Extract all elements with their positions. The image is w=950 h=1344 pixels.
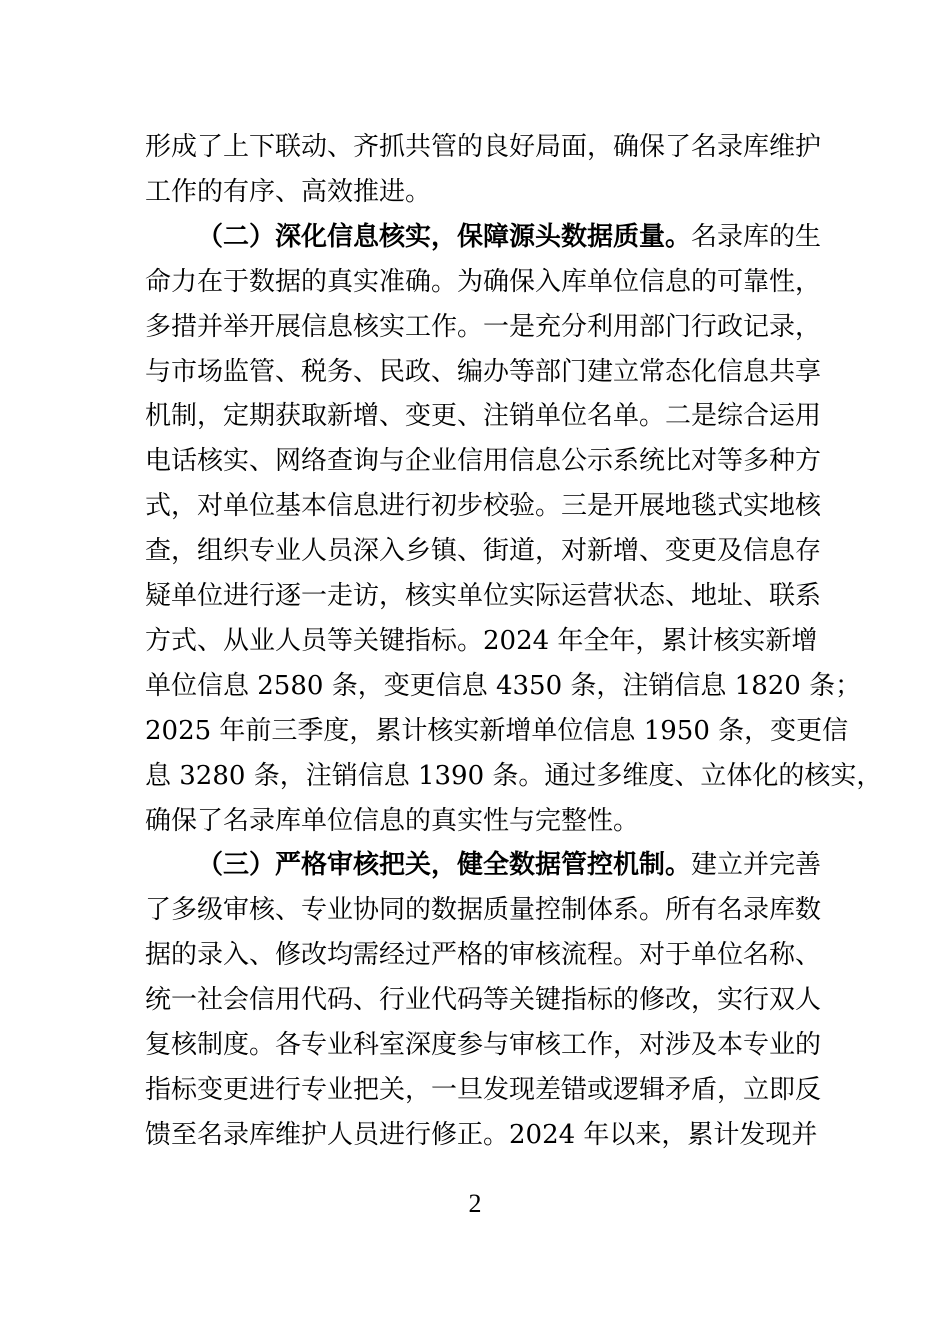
paragraph-text: 指标变更进行专业把关，一旦发现差错或逻辑矛盾，立即反 [145,1074,822,1105]
section-heading-line [197,215,822,260]
paragraph-text: 命力在于数据的真实准确。为确保入库单位信息的可靠性， [145,266,822,297]
section-heading: （三）严格审核把关，健全数据管控机制。 [197,850,692,881]
paragraph-text: 与市场监管、税务、民政、编办等部门建立常态化信息共享 [145,356,822,387]
paragraph-text: 工作的有序、高效推进。 [145,176,432,207]
paragraph-text: 查，组织专业人员深入乡镇、街道，对新增、变更及信息存 [145,536,822,567]
paragraph-text: 单位信息 2580 条，变更信息 4350 条，注销信息 1820 条； [145,670,862,701]
text-line [145,709,849,754]
paragraph-text: 馈至名录库维护人员进行修正。2024 年以来，累计发现并 [145,1119,818,1150]
text-line [145,1068,822,1113]
paragraph-text: 形成了上下联动、齐抓共管的良好局面，确保了名录库维护 [145,132,822,162]
paragraph-text: 式，对单位基本信息进行初步校验。三是开展地毯式实地核 [145,491,822,522]
text-line [145,439,822,484]
paragraph-text: 电话核实、网络查询与企业信用信息公示系统比对等多种方 [145,446,822,477]
text-line [145,529,822,574]
text-line [145,754,883,799]
text-line [145,350,822,395]
text-line [145,799,810,844]
text-line [145,170,810,215]
paragraph-text: 息 3280 条，注销信息 1390 条。通过多维度、立体化的核实， [145,760,883,791]
text-line [145,1023,822,1068]
page-number: 2 [468,1189,482,1218]
text-line [145,574,822,619]
paragraph-text: 确保了名录库单位信息的真实性与完整性。 [145,805,640,836]
paragraph-text: 统一社会信用代码、行业代码等关键指标的修改，实行双人 [145,985,822,1016]
text-line [145,394,822,439]
section-heading: （二）深化信息核实，保障源头数据质量。 [197,221,692,252]
paragraph-text: 复核制度。各专业科室深度参与审核工作，对涉及本专业的 [145,1030,822,1060]
paragraph-text: 据的录入、修改均需经过严格的审核流程。对于单位名称、 [145,940,822,971]
paragraph-text: 方式、从业人员等关键指标。2024 年全年，累计核实新增 [145,625,818,656]
text-line [145,888,822,933]
text-line [145,619,818,664]
text-line [145,933,822,978]
paragraph-text: 了多级审核、专业协同的数据质量控制体系。所有名录库数 [145,895,822,926]
text-line [145,484,822,529]
paragraph-text: 机制，定期获取新增、变更、注销单位名单。二是综合运用 [145,401,822,432]
text-line [145,260,822,305]
paragraph-text: 建立并完善 [691,850,822,881]
paragraph-text: 2025 年前三季度，累计核实新增单位信息 1950 条，变更信 [145,715,849,746]
paragraph-text: 疑单位进行逐一走访，核实单位实际运营状态、地址、联系 [145,581,822,611]
text-line [145,664,862,709]
section-heading-line [197,843,822,888]
text-line [145,305,822,350]
paragraph-text: 名录库的生 [691,221,822,252]
text-line [145,125,822,170]
text-line [145,978,822,1023]
paragraph-text: 多措并举开展信息核实工作。一是充分利用部门行政记录， [145,311,822,342]
text-line [145,1113,818,1158]
